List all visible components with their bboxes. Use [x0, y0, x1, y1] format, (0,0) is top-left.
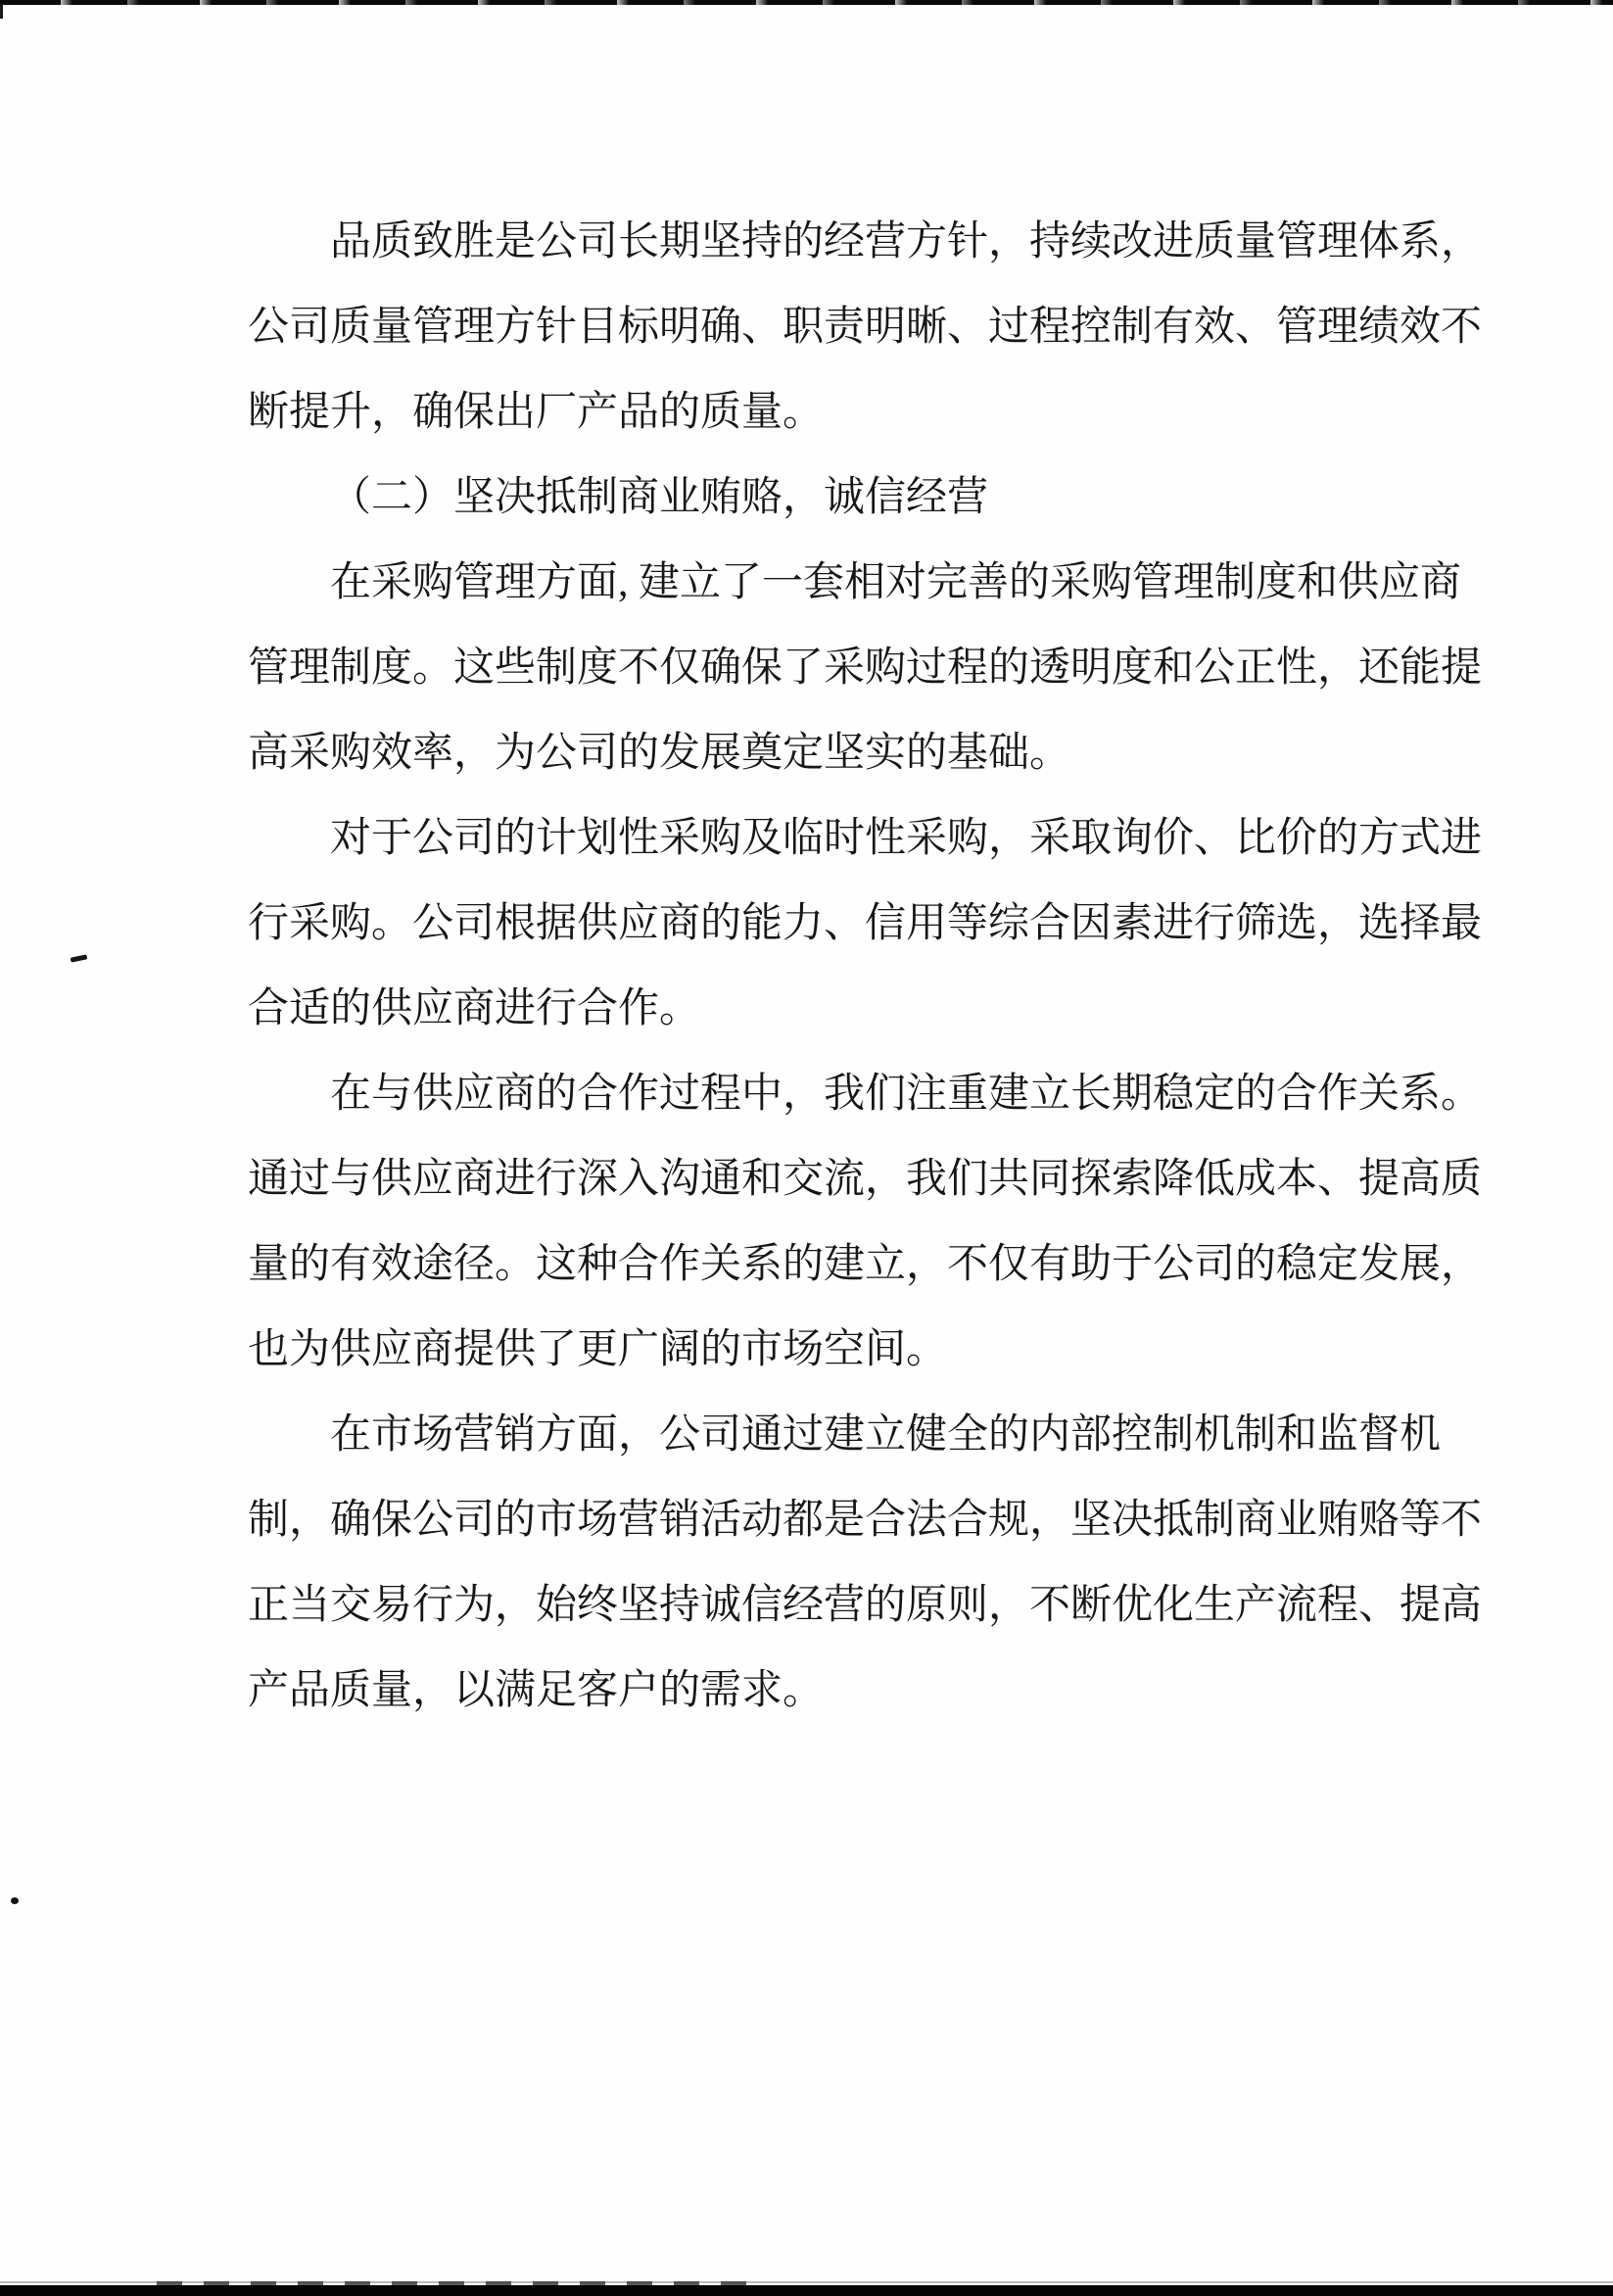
section-heading: （二）坚决抵制商业贿赂，诚信经营 — [330, 475, 989, 520]
scan-artifact-dot-mark — [11, 1897, 19, 1904]
text-line: 公司质量管理方针目标明确、职责明晰、过程控制有效、管理绩效不 — [248, 305, 1483, 350]
text-line: 在与供应商的合作过程中，我们注重建立长期稳定的合作关系。 — [330, 1072, 1483, 1117]
text-line: 行采购。公司根据供应商的能力、信用等综合因素进行筛选，选择最 — [248, 901, 1483, 946]
scan-artifact-left-tick — [0, 4, 3, 19]
text-line: 在采购管理方面, 建立了一套相对完善的采购管理制度和供应商 — [330, 560, 1462, 605]
document-text-block — [248, 200, 1483, 1734]
text-line: 也为供应商提供了更广阔的市场空间。 — [248, 1327, 948, 1372]
text-line: 量的有效途径。这种合作关系的建立，不仅有助于公司的稳定发展， — [248, 1242, 1483, 1287]
text-line: 通过与供应商进行深入沟通和交流，我们共同探索降低成本、提高质 — [248, 1157, 1483, 1202]
text-line: 管理制度。这些制度不仅确保了采购过程的透明度和公正性，还能提 — [248, 646, 1483, 691]
text-line: 断提升，确保出厂产品的质量。 — [248, 390, 825, 435]
text-line: 制，确保公司的市场营销活动都是合法合规，坚决抵制商业贿赂等不 — [248, 1498, 1483, 1543]
scan-artifact-dash-mark — [71, 954, 88, 962]
text-line: 正当交易行为，始终坚持诚信经营的原则，不断优化生产流程、提高 — [248, 1583, 1483, 1628]
scan-artifact-bottom-band — [0, 2285, 1613, 2296]
scan-artifact-top-band — [0, 0, 1613, 5]
text-line: 高采购效率，为公司的发展奠定坚实的基础。 — [248, 731, 1071, 776]
text-line: 对于公司的计划性采购及临时性采购，采取询价、比价的方式进 — [330, 816, 1483, 861]
text-line: 在市场营销方面，公司通过建立健全的内部控制机制和监督机 — [330, 1412, 1442, 1458]
text-line: 合适的供应商进行合作。 — [248, 986, 701, 1031]
text-line: 品质致胜是公司长期坚持的经营方针，持续改进质量管理体系， — [330, 219, 1483, 264]
text-line: 产品质量，以满足客户的需求。 — [248, 1668, 825, 1713]
